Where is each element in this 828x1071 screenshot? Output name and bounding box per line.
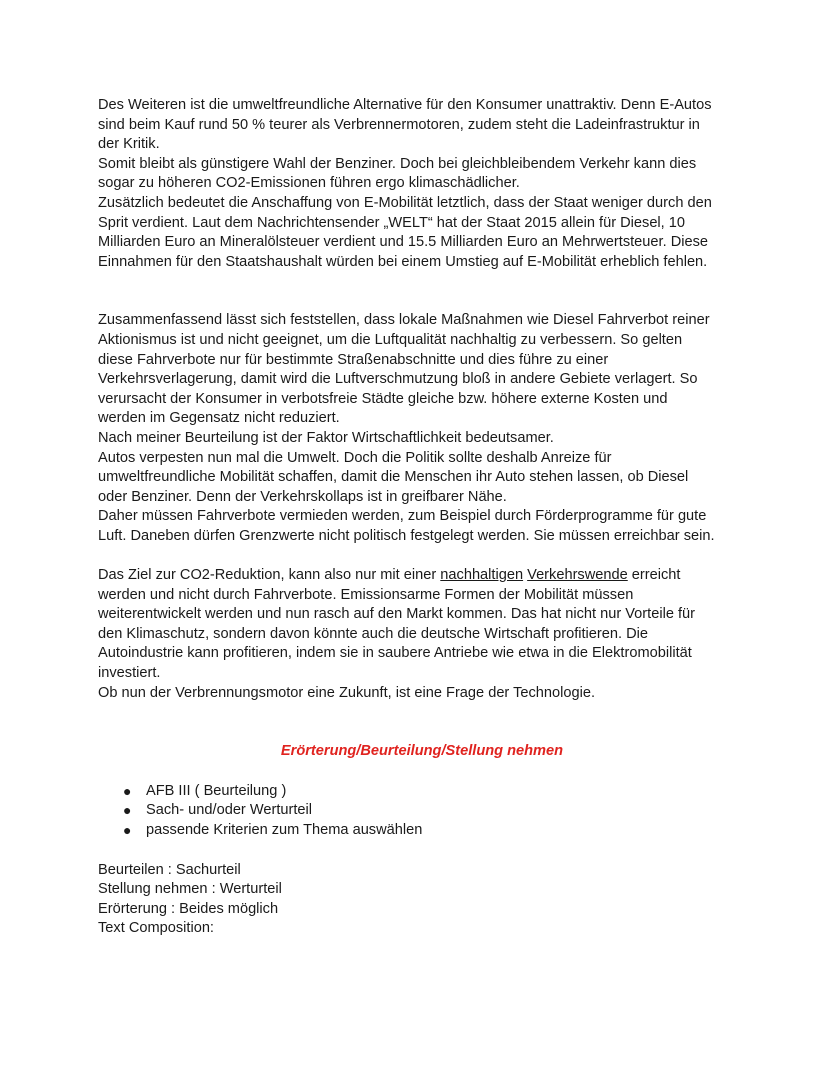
- list-item: [98, 801, 738, 821]
- underlined-word: nachhaltigen: [440, 567, 524, 584]
- list-item: [98, 782, 738, 802]
- text-line: Zusätzlich bedeutet die Anschaffung von E-Mobilität letztlich, dass der Staat weniger durch den: [98, 194, 712, 211]
- text-line: sind beim Kauf rund 50 % teurer als Verbrennermotoren, zudem steht die Ladeinfrastruktur in: [98, 116, 700, 133]
- text-line: Nach meiner Beurteilung ist der Faktor Wirtschaftlichkeit bedeutsamer.: [98, 429, 554, 446]
- document-page: [98, 96, 738, 939]
- text-line: diese Fahrverbote nur für bestimmte Straßenabschnitte und dies führe zu einer: [98, 351, 609, 368]
- bullet-icon: ●: [123, 822, 132, 838]
- text-line: Aktionismus ist und nicht geeignet, um die Luftqualität nachhaltig zu verbessern. So gelten: [98, 331, 683, 348]
- definition-line: Text Composition:: [98, 920, 214, 937]
- definition-line: Erörterung : Beides möglich: [98, 900, 279, 917]
- spacer: [98, 841, 738, 861]
- text-line: sogar zu höheren CO2-Emissionen führen ergo klimaschädlicher.: [98, 175, 520, 192]
- text-line: Somit bleibt als günstigere Wahl der Benziner. Doch bei gleichbleibendem Verkehr kann dies: [98, 155, 697, 172]
- list-item-text: Sach- und/oder Werturteil: [146, 802, 313, 819]
- text-line: der Kritik.: [98, 136, 160, 153]
- text-line: [98, 566, 738, 586]
- definition-line: Beurteilen : Sachurteil: [98, 861, 241, 878]
- text-line: Ob nun der Verbrennungsmotor eine Zukunft, ist eine Frage der Technologie.: [98, 684, 596, 701]
- text-line: Des Weiteren ist die umweltfreundliche Alternative für den Konsumer unattraktiv. Denn E-Autos: [98, 97, 712, 113]
- text-line: Autoindustrie kann profitieren, indem sie in saubere Antriebe wie etwa in die Elektromobilität: [98, 645, 692, 662]
- text-line: werden und nicht durch Fahrverbote. Emissionsarme Formen der Mobilität müssen: [98, 586, 634, 603]
- text-line: Autos verpesten nun mal die Umwelt. Doch die Politik sollte deshalb Anreize für: [98, 449, 612, 466]
- paragraph-conclusion: [98, 566, 738, 703]
- paragraph-costs: [98, 96, 738, 272]
- bullet-icon: ●: [123, 782, 132, 799]
- spacer: [98, 703, 738, 742]
- text-line: Verkehrsverlagerung, damit wird die Luftverschmutzung bloß in andere Gebiete verlagert. So: [98, 371, 698, 388]
- text-line: werden im Gegensatz nicht reduziert.: [98, 410, 340, 427]
- bullet-list: [98, 782, 738, 841]
- text-segment: erreicht: [627, 567, 681, 584]
- text-line: umweltfreundliche Mobilität schaffen, damit die Menschen ihr Auto stehen lassen, ob Diesel: [98, 469, 689, 486]
- text-line: Zusammenfassend lässt sich feststellen, dass lokale Maßnahmen wie Diesel Fahrverbot reiner: [98, 312, 710, 329]
- list-item-text: AFB III ( Beurteilung ): [146, 782, 287, 799]
- text-line: oder Benziner. Denn der Verkehrskollaps ist in greifbarer Nähe.: [98, 488, 507, 505]
- section-heading: Erörterung/Beurteilung/Stellung nehmen: [280, 743, 564, 760]
- text-line: den Klimaschutz, sondern davon könnte auch die deutsche Wirtschaft profitieren. Die: [98, 625, 649, 642]
- bullet-icon: ●: [123, 802, 132, 819]
- definitions-block: [98, 861, 738, 939]
- underlined-word: Verkehrswende: [527, 567, 628, 584]
- text-line: Daher müssen Fahrverbote vermieden werden, zum Beispiel durch Förderprogramme für gute: [98, 508, 707, 525]
- text-segment: Das Ziel zur CO2-Reduktion, kann also nur mit einer: [98, 567, 441, 584]
- paragraph-summary: [98, 311, 738, 546]
- text-line: Milliarden Euro an Mineralölsteuer verdient und 15.5 Milliarden Euro an Mehrwertsteuer. Diese: [98, 234, 709, 251]
- text-line: weiterentwickelt werden und nun rasch auf den Markt kommen. Das hat nicht nur Vorteile für: [98, 606, 696, 623]
- spacer: [98, 546, 738, 566]
- text-line: investiert.: [98, 665, 161, 682]
- text-line: verursacht der Konsumer in verbotsfreie Städte gleiche bzw. höhere externe Kosten und: [98, 390, 668, 407]
- text-line: Luft. Daneben dürfen Grenzwerte nicht politisch festgelegt werden. Sie müssen erreichbar sein.: [98, 527, 715, 544]
- text-line: Sprit verdient. Laut dem Nachrichtensender „WELT“ hat der Staat 2015 allein für Diesel, 10: [98, 214, 686, 231]
- list-item: [98, 821, 738, 841]
- spacer: [98, 272, 738, 311]
- text-line: Einnahmen für den Staatshaushalt würden bei einem Umstieg auf E-Mobilität erheblich fehlen.: [98, 253, 708, 270]
- definition-line: Stellung nehmen : Werturteil: [98, 881, 282, 898]
- list-item-text: passende Kriterien zum Thema auswählen: [146, 822, 423, 838]
